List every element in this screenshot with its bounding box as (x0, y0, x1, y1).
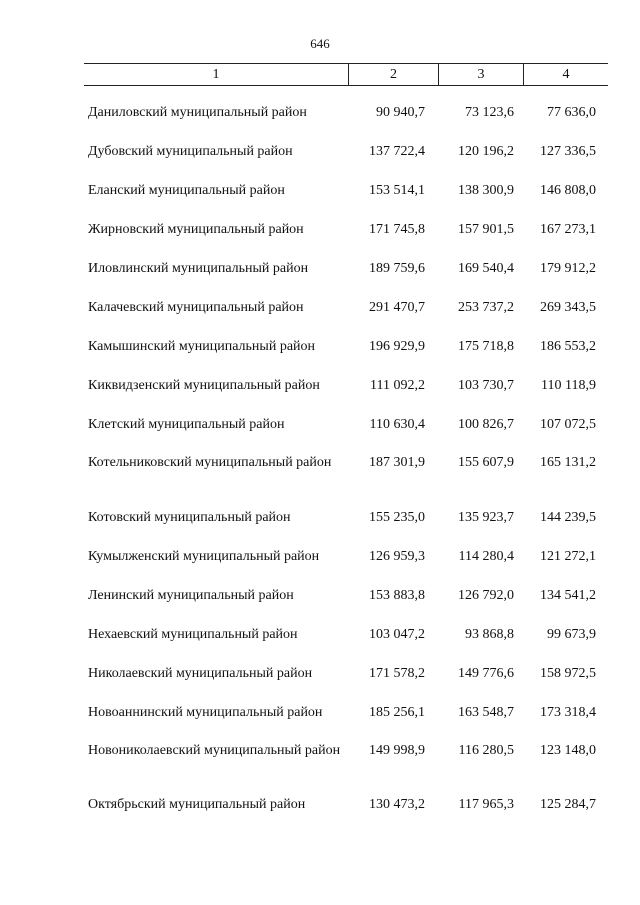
row-value-4: 123 148,0 (540, 743, 596, 758)
row-value-3: 175 718,8 (458, 339, 514, 354)
column-header-1: 1 (84, 64, 349, 85)
row-value-2: 153 514,1 (369, 183, 425, 198)
row-value-3: 135 923,7 (458, 510, 514, 525)
row-value-4: 158 972,5 (540, 666, 596, 681)
row-district-name: Котельниковский муниципальный район (88, 455, 332, 470)
column-header-3: 3 (439, 64, 524, 85)
row-value-2: 155 235,0 (369, 510, 425, 525)
row-value-3: 138 300,9 (458, 183, 514, 198)
row-district-name: Еланский муниципальный район (88, 183, 285, 198)
row-value-3: 157 901,5 (458, 222, 514, 237)
row-value-2: 189 759,6 (369, 261, 425, 276)
row-district-name: Николаевский муниципальный район (88, 666, 313, 681)
row-value-4: 110 118,9 (541, 378, 596, 393)
table-header (84, 63, 608, 86)
row-value-4: 77 636,0 (547, 105, 596, 120)
row-value-4: 127 336,5 (540, 144, 596, 159)
row-value-2: 103 047,2 (369, 627, 425, 642)
row-value-2: 149 998,9 (369, 743, 425, 758)
row-value-2: 90 940,7 (376, 105, 425, 120)
row-value-4: 167 273,1 (540, 222, 596, 237)
row-value-4: 121 272,1 (540, 549, 596, 564)
row-value-3: 114 280,4 (458, 549, 514, 564)
row-district-name: Киквидзенский муниципальный район (88, 378, 320, 393)
row-value-3: 103 730,7 (458, 378, 514, 393)
row-value-3: 155 607,9 (458, 455, 514, 470)
row-district-name: Иловлинский муниципальный район (88, 261, 309, 276)
row-value-4: 125 284,7 (540, 797, 596, 812)
row-value-4: 134 541,2 (540, 588, 596, 603)
row-district-name: Ленинский муниципальный район (88, 588, 294, 603)
row-value-2: 187 301,9 (369, 455, 425, 470)
row-value-2: 171 578,2 (369, 666, 425, 681)
column-header-4: 4 (562, 67, 570, 82)
row-value-4: 173 318,4 (540, 705, 596, 720)
row-value-2: 126 959,3 (369, 549, 425, 564)
row-district-name: Камышинский муниципальный район (88, 339, 316, 354)
row-district-name: Клетский муниципальный район (88, 417, 285, 432)
row-value-4: 146 808,0 (540, 183, 596, 198)
row-district-name: Новоаннинский муниципальный район (88, 705, 323, 720)
row-district-name: Новониколаевский муниципальный район (88, 743, 341, 758)
row-value-2: 196 929,9 (369, 339, 425, 354)
row-value-4: 165 131,2 (540, 455, 596, 470)
row-value-2: 130 473,2 (369, 797, 425, 812)
row-value-2: 171 745,8 (369, 222, 425, 237)
row-value-4: 179 912,2 (540, 261, 596, 276)
row-value-4: 269 343,5 (540, 300, 596, 315)
row-value-3: 100 826,7 (458, 417, 514, 432)
row-value-3: 149 776,6 (458, 666, 514, 681)
row-district-name: Кумылженский муниципальный район (88, 549, 320, 564)
row-district-name: Октябрьский муниципальный район (88, 797, 306, 812)
column-header-2: 2 (349, 64, 439, 85)
page-number: 646 (310, 36, 330, 51)
row-value-2: 111 092,2 (370, 378, 425, 393)
row-value-3: 116 280,5 (458, 743, 514, 758)
row-value-3: 73 123,6 (465, 105, 514, 120)
row-district-name: Даниловский муниципальный район (88, 105, 307, 120)
row-value-3: 253 737,2 (458, 300, 514, 315)
row-value-2: 153 883,8 (369, 588, 425, 603)
row-value-2: 185 256,1 (369, 705, 425, 720)
row-value-3: 117 965,3 (458, 797, 514, 812)
row-value-2: 110 630,4 (369, 417, 425, 432)
row-value-3: 126 792,0 (458, 588, 514, 603)
row-value-4: 107 072,5 (540, 417, 596, 432)
row-value-3: 169 540,4 (458, 261, 514, 276)
row-value-3: 163 548,7 (458, 705, 514, 720)
row-district-name: Нехаевский муниципальный район (88, 627, 298, 642)
row-value-2: 291 470,7 (369, 300, 425, 315)
row-value-4: 99 673,9 (547, 627, 596, 642)
row-district-name: Котовский муниципальный район (88, 510, 291, 525)
row-value-3: 120 196,2 (458, 144, 514, 159)
row-district-name: Калачевский муниципальный район (88, 300, 304, 315)
row-value-2: 137 722,4 (369, 144, 425, 159)
row-value-3: 93 868,8 (465, 627, 514, 642)
row-value-4: 186 553,2 (540, 339, 596, 354)
row-value-4: 144 239,5 (540, 510, 596, 525)
row-district-name: Дубовский муниципальный район (88, 144, 293, 159)
row-district-name: Жирновский муниципальный район (88, 222, 304, 237)
